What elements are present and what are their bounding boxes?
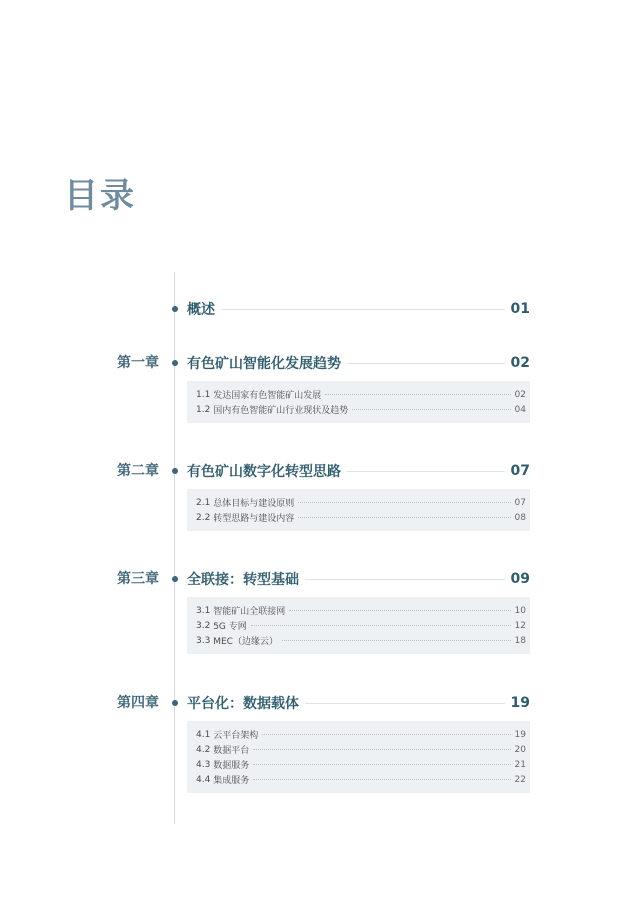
- page-title: 目录: [64, 176, 136, 216]
- toc-entry-chapter-3[interactable]: [187, 569, 530, 589]
- toc-subentry[interactable]: [187, 757, 530, 772]
- chapter-title: 全联接：转型基础: [187, 572, 299, 588]
- sub-page: 20: [514, 744, 526, 755]
- dotted-leader: [251, 625, 511, 626]
- chapter-label: 第一章: [117, 355, 159, 371]
- sub-number: 3.1: [196, 605, 211, 616]
- sub-number: 4.1: [196, 729, 211, 740]
- sub-title: 集成服务: [213, 776, 250, 786]
- chapter-page: 09: [510, 571, 530, 587]
- sub-number: 1.2: [196, 404, 211, 415]
- chapter-label: 第四章: [117, 695, 159, 711]
- chapter-page: 07: [510, 463, 530, 479]
- timeline-dot: [172, 468, 178, 474]
- chapter-page: 19: [510, 695, 530, 711]
- sub-title: 数据平台: [213, 746, 250, 756]
- toc-subentry[interactable]: [187, 402, 530, 417]
- leader-line: [305, 703, 505, 704]
- leader-line: [305, 579, 505, 580]
- timeline-line: [174, 272, 175, 824]
- chapter-label: 第二章: [117, 463, 159, 479]
- dotted-leader: [298, 517, 510, 518]
- chapter-label: 第三章: [117, 571, 159, 587]
- sub-title: 云平台架构: [213, 731, 259, 741]
- sub-title: 数据服务: [213, 761, 250, 771]
- sub-number: 4.4: [196, 774, 211, 785]
- sub-page: 07: [514, 497, 526, 508]
- sub-number: 1.1: [196, 389, 211, 400]
- toc-entry-chapter-4[interactable]: [187, 693, 530, 713]
- sub-page: 02: [514, 389, 526, 400]
- toc-subentry[interactable]: [187, 633, 530, 648]
- dotted-leader: [352, 409, 510, 410]
- dotted-leader: [298, 502, 510, 503]
- chapter-page: 02: [510, 355, 530, 371]
- subsection-box: [187, 489, 530, 531]
- toc-subentry[interactable]: [187, 618, 530, 633]
- sub-page: 19: [514, 729, 526, 740]
- toc-entry-overview[interactable]: [187, 299, 530, 319]
- sub-number: 4.2: [196, 744, 211, 755]
- toc-subentry[interactable]: [187, 495, 530, 510]
- toc-subentry[interactable]: [187, 387, 530, 402]
- dotted-leader: [253, 779, 510, 780]
- subsection-box: [187, 721, 530, 793]
- leader-line: [347, 471, 505, 472]
- sub-title: 转型思路与建设内容: [213, 514, 295, 524]
- subsection-box: [187, 381, 530, 423]
- sub-title: 5G 专网: [213, 622, 247, 632]
- dotted-leader: [282, 640, 511, 641]
- toc-entry-chapter-2[interactable]: [187, 461, 530, 481]
- sub-number: 4.3: [196, 759, 211, 770]
- dotted-leader: [262, 734, 510, 735]
- toc-entry-chapter-1[interactable]: [187, 353, 530, 373]
- sub-title: 智能矿山全联接网: [213, 607, 286, 617]
- sub-page: 18: [514, 635, 526, 646]
- leader-line: [221, 309, 505, 310]
- dotted-leader: [325, 394, 510, 395]
- timeline-dot: [172, 700, 178, 706]
- toc-subentry[interactable]: [187, 510, 530, 525]
- sub-title: 国内有色智能矿山行业现状及趋势: [213, 406, 349, 416]
- chapter-title: 有色矿山数字化转型思路: [187, 464, 341, 480]
- dotted-leader: [253, 749, 510, 750]
- entry-page: 01: [510, 301, 530, 317]
- toc-subentry[interactable]: [187, 727, 530, 742]
- sub-page: 12: [514, 620, 526, 631]
- chapter-title: 有色矿山智能化发展趋势: [187, 356, 341, 372]
- sub-number: 3.3: [196, 635, 211, 646]
- toc-subentry[interactable]: [187, 742, 530, 757]
- timeline-dot: [172, 306, 178, 312]
- sub-page: 22: [514, 774, 526, 785]
- toc-subentry[interactable]: [187, 603, 530, 618]
- entry-title: 概述: [187, 302, 215, 318]
- sub-page: 04: [514, 404, 526, 415]
- chapter-title: 平台化：数据载体: [187, 696, 299, 712]
- dotted-leader: [253, 764, 510, 765]
- leader-line: [347, 363, 505, 364]
- sub-page: 10: [514, 605, 526, 616]
- sub-page: 08: [514, 512, 526, 523]
- sub-title: 发达国家有色智能矿山发展: [213, 391, 322, 401]
- timeline-dot: [172, 576, 178, 582]
- sub-page: 21: [514, 759, 526, 770]
- dotted-leader: [289, 610, 510, 611]
- sub-title: MEC（边缘云）: [213, 637, 278, 647]
- sub-number: 3.2: [196, 620, 211, 631]
- subsection-box: [187, 597, 530, 654]
- sub-number: 2.2: [196, 512, 211, 523]
- sub-number: 2.1: [196, 497, 211, 508]
- sub-title: 总体目标与建设原则: [213, 499, 295, 509]
- timeline-dot: [172, 360, 178, 366]
- toc-subentry[interactable]: [187, 772, 530, 787]
